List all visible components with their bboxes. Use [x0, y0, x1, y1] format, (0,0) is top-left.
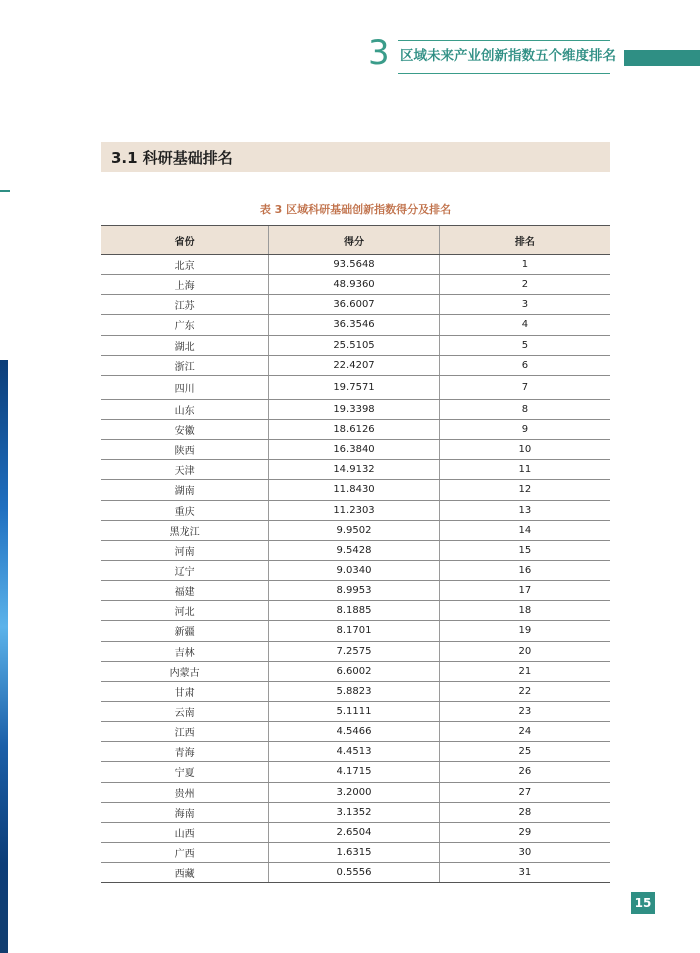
cell-score: 7.2575	[269, 641, 440, 661]
cell-score: 11.8430	[269, 480, 440, 500]
cell-score: 25.5105	[269, 335, 440, 355]
table-row	[101, 355, 610, 375]
cell-rank: 31	[439, 863, 610, 883]
cell-score: 4.5466	[269, 722, 440, 742]
table-row	[101, 295, 610, 315]
table-row	[101, 375, 610, 399]
ranking-table	[101, 225, 610, 883]
cell-score: 8.9953	[269, 581, 440, 601]
table-row	[101, 601, 610, 621]
cell-rank: 21	[439, 661, 610, 681]
cell-province: 江苏	[101, 295, 269, 315]
cell-province: 新疆	[101, 621, 269, 641]
cell-province: 天津	[101, 460, 269, 480]
cell-rank: 22	[439, 681, 610, 701]
cell-province: 黑龙江	[101, 520, 269, 540]
cell-score: 19.3398	[269, 399, 440, 419]
table-row	[101, 315, 610, 335]
table-row	[101, 661, 610, 681]
table-row	[101, 641, 610, 661]
cell-rank: 14	[439, 520, 610, 540]
cell-rank: 27	[439, 782, 610, 802]
cell-province: 安徽	[101, 419, 269, 439]
cell-province: 山东	[101, 399, 269, 419]
section-title: 3.1 科研基础排名	[111, 148, 233, 167]
header-score: 得分	[269, 226, 440, 255]
cell-province: 甘肃	[101, 681, 269, 701]
cell-rank: 8	[439, 399, 610, 419]
table-caption: 表 3 区域科研基础创新指数得分及排名	[259, 203, 452, 216]
header-rank: 排名	[439, 226, 610, 255]
table-row	[101, 621, 610, 641]
cell-rank: 24	[439, 722, 610, 742]
table-row	[101, 335, 610, 355]
cell-rank: 12	[439, 480, 610, 500]
cell-province: 内蒙古	[101, 661, 269, 681]
cell-rank: 5	[439, 335, 610, 355]
cell-province: 江西	[101, 722, 269, 742]
cell-rank: 17	[439, 581, 610, 601]
table-body	[101, 255, 610, 883]
table-row	[101, 255, 610, 275]
left-edge-mark	[0, 190, 10, 192]
cell-rank: 15	[439, 540, 610, 560]
table-row	[101, 500, 610, 520]
cell-score: 14.9132	[269, 460, 440, 480]
cell-score: 3.1352	[269, 802, 440, 822]
cell-province: 广东	[101, 315, 269, 335]
cell-province: 青海	[101, 742, 269, 762]
page-number: 15	[631, 892, 655, 914]
cell-rank: 4	[439, 315, 610, 335]
cell-rank: 25	[439, 742, 610, 762]
cell-score: 5.1111	[269, 701, 440, 721]
table-row	[101, 842, 610, 862]
cell-rank: 13	[439, 500, 610, 520]
cell-score: 11.2303	[269, 500, 440, 520]
table-row	[101, 560, 610, 580]
cell-rank: 26	[439, 762, 610, 782]
table-row	[101, 802, 610, 822]
cell-rank: 2	[439, 275, 610, 295]
cell-score: 22.4207	[269, 355, 440, 375]
cell-province: 海南	[101, 802, 269, 822]
chapter-number: 3	[368, 33, 390, 73]
cell-rank: 29	[439, 822, 610, 842]
cell-province: 重庆	[101, 500, 269, 520]
cell-rank: 28	[439, 802, 610, 822]
cell-score: 36.6007	[269, 295, 440, 315]
table-row	[101, 722, 610, 742]
cell-province: 宁夏	[101, 762, 269, 782]
decorative-edge-image	[0, 360, 8, 953]
cell-score: 18.6126	[269, 419, 440, 439]
header-province: 省份	[101, 226, 269, 255]
cell-score: 48.9360	[269, 275, 440, 295]
cell-rank: 23	[439, 701, 610, 721]
cell-province: 湖南	[101, 480, 269, 500]
cell-rank: 1	[439, 255, 610, 275]
table-row	[101, 460, 610, 480]
chapter-rule-top	[398, 40, 610, 41]
section-heading	[101, 142, 610, 172]
cell-score: 1.6315	[269, 842, 440, 862]
table-row	[101, 520, 610, 540]
chapter-title: 区域未来产业创新指数五个维度排名	[400, 48, 616, 64]
cell-score: 6.6002	[269, 661, 440, 681]
cell-rank: 18	[439, 601, 610, 621]
table-row	[101, 540, 610, 560]
table-row	[101, 701, 610, 721]
table-row	[101, 681, 610, 701]
cell-province: 河北	[101, 601, 269, 621]
cell-score: 8.1885	[269, 601, 440, 621]
cell-province: 辽宁	[101, 560, 269, 580]
cell-province: 北京	[101, 255, 269, 275]
cell-rank: 19	[439, 621, 610, 641]
cell-score: 9.9502	[269, 520, 440, 540]
table-row	[101, 762, 610, 782]
cell-score: 8.1701	[269, 621, 440, 641]
cell-province: 湖北	[101, 335, 269, 355]
cell-score: 4.1715	[269, 762, 440, 782]
table-row	[101, 399, 610, 419]
cell-province: 云南	[101, 701, 269, 721]
cell-score: 5.8823	[269, 681, 440, 701]
cell-score: 0.5556	[269, 863, 440, 883]
table-header-row	[101, 226, 610, 255]
cell-rank: 7	[439, 375, 610, 399]
cell-score: 9.0340	[269, 560, 440, 580]
cell-province: 浙江	[101, 355, 269, 375]
table-row	[101, 275, 610, 295]
table-row	[101, 480, 610, 500]
cell-province: 福建	[101, 581, 269, 601]
table-row	[101, 581, 610, 601]
cell-province: 山西	[101, 822, 269, 842]
chapter-accent-bar	[624, 50, 700, 66]
cell-score: 19.7571	[269, 375, 440, 399]
table-row	[101, 822, 610, 842]
cell-rank: 16	[439, 560, 610, 580]
cell-score: 2.6504	[269, 822, 440, 842]
table-row	[101, 863, 610, 883]
chapter-rule-bottom	[398, 73, 610, 74]
cell-province: 西藏	[101, 863, 269, 883]
cell-score: 36.3546	[269, 315, 440, 335]
table-row	[101, 782, 610, 802]
cell-province: 贵州	[101, 782, 269, 802]
cell-rank: 9	[439, 419, 610, 439]
cell-rank: 30	[439, 842, 610, 862]
cell-province: 河南	[101, 540, 269, 560]
cell-score: 9.5428	[269, 540, 440, 560]
cell-province: 吉林	[101, 641, 269, 661]
cell-rank: 6	[439, 355, 610, 375]
cell-province: 广西	[101, 842, 269, 862]
cell-rank: 3	[439, 295, 610, 315]
cell-province: 陕西	[101, 440, 269, 460]
cell-rank: 20	[439, 641, 610, 661]
cell-score: 4.4513	[269, 742, 440, 762]
cell-score: 16.3840	[269, 440, 440, 460]
cell-rank: 10	[439, 440, 610, 460]
cell-rank: 11	[439, 460, 610, 480]
cell-score: 93.5648	[269, 255, 440, 275]
table-row	[101, 419, 610, 439]
cell-score: 3.2000	[269, 782, 440, 802]
cell-province: 四川	[101, 375, 269, 399]
table-row	[101, 440, 610, 460]
cell-province: 上海	[101, 275, 269, 295]
table-row	[101, 742, 610, 762]
